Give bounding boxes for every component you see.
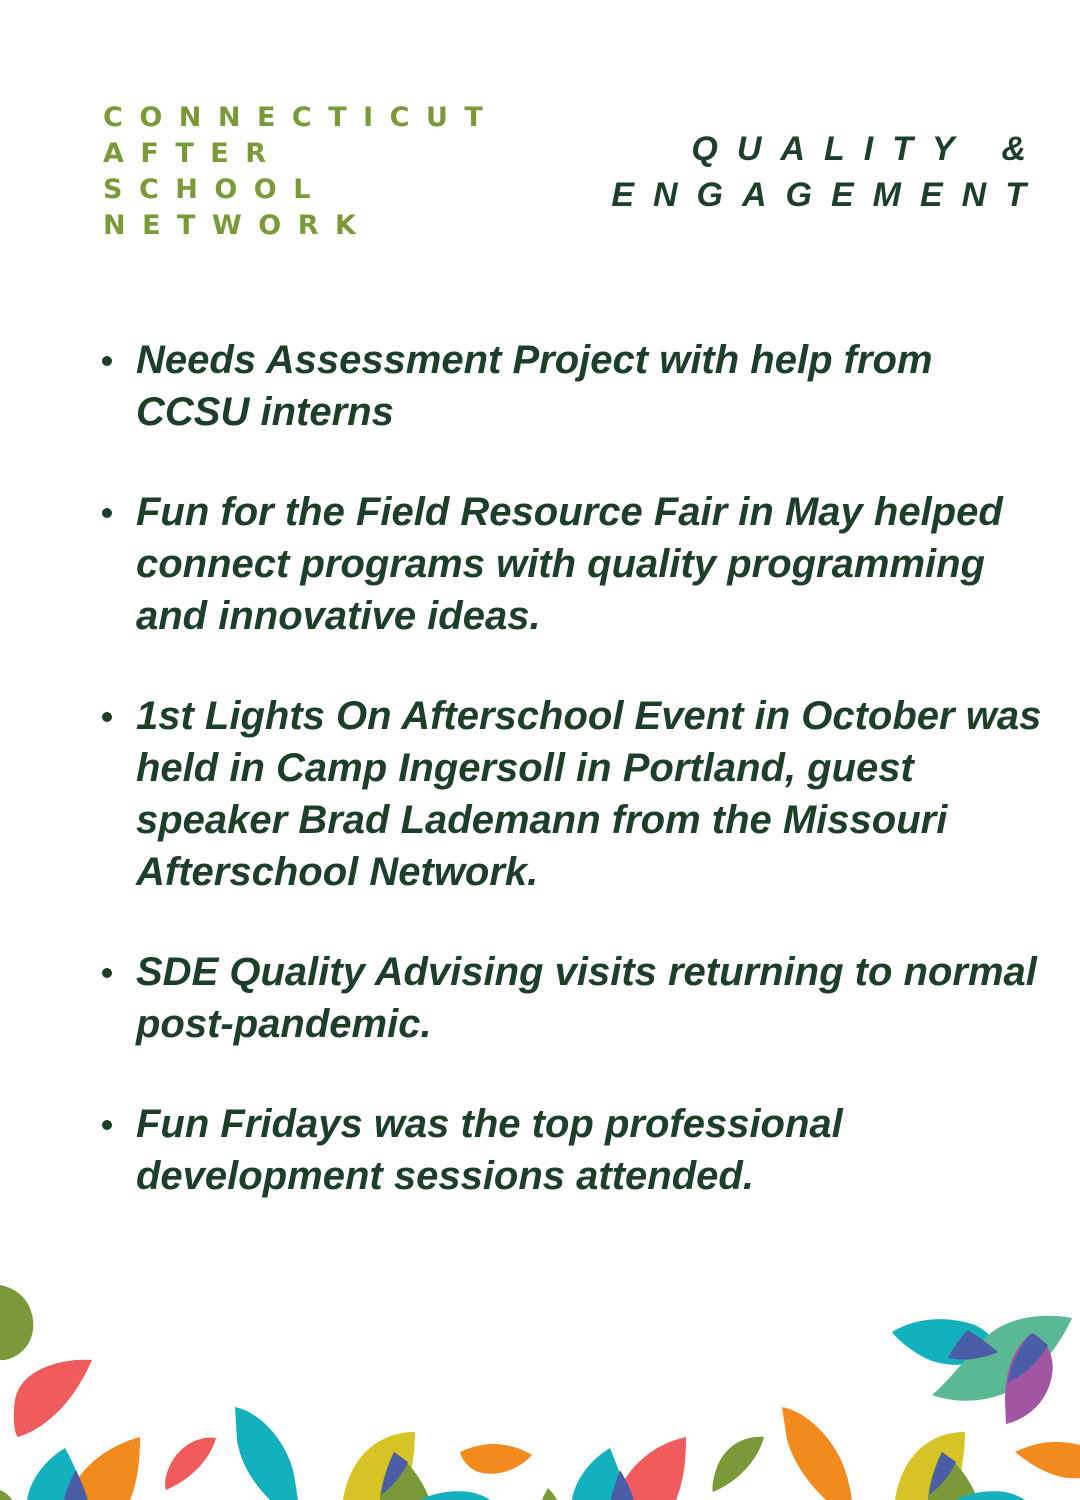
organization-logo: [103, 100, 499, 244]
list-item: [102, 334, 1042, 438]
list-item-text: Fun for the Field Resource Fair in May helped connect programs with quality programming and innovative ideas.: [136, 490, 1003, 638]
logo-line-3: SCHOOL: [103, 174, 327, 205]
list-item: [102, 1098, 1042, 1202]
list-item-text: SDE Quality Advising visits returning to normal post-pandemic.: [136, 950, 1037, 1046]
bullet-icon: [102, 508, 112, 518]
bullet-icon: [102, 356, 112, 366]
list-item-text: Fun Fridays was the top professional development sessions attended.: [136, 1102, 843, 1198]
highlights-list: [102, 334, 1042, 1250]
bullet-icon: [102, 1120, 112, 1130]
page-title: [611, 126, 1045, 218]
list-item: [102, 946, 1042, 1050]
list-item-text: Needs Assessment Project with help from CCSU interns: [136, 338, 933, 434]
leaf-decoration: [0, 1270, 1080, 1500]
bullet-icon: [102, 968, 112, 978]
logo-line-2: AFTER: [103, 138, 283, 169]
list-item: [102, 690, 1042, 898]
bullet-icon: [102, 712, 112, 722]
list-item-text: 1st Lights On Afterschool Event in October was held in Camp Ingersoll in Portland, guest speaker Brad Lademann from the Missouri Afterschool Network.: [136, 694, 1042, 894]
title-line-2: ENGAGEMENT: [611, 176, 1045, 214]
list-item: [102, 486, 1042, 642]
title-line-1: QUALITY &: [691, 130, 1045, 168]
logo-line-4: NETWORK: [103, 210, 373, 241]
leaf-pattern-icon: [0, 1270, 1080, 1500]
logo-line-1: CONNECTICUT: [103, 102, 500, 133]
